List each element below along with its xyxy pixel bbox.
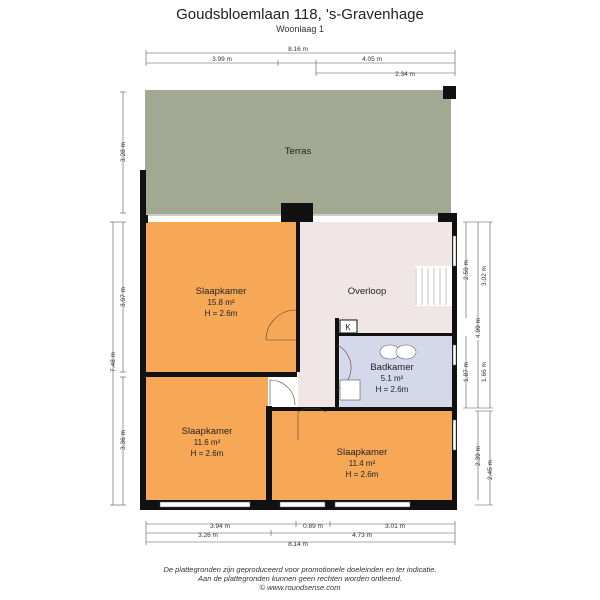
slaapkamer-2-area-text: 11.6 m² — [193, 438, 221, 447]
disclaimer-line-1: De plattegronden zijn geproduceerd voor promotionele doeleinden en ter indicatie. — [163, 565, 437, 574]
slaapkamer-1-area-text: 15.8 m² — [207, 298, 235, 307]
dim-bottom-1b: 0.89 m — [303, 523, 323, 530]
badkamer-height: H = 2.6m — [375, 385, 409, 394]
dim-left-upper: 3.97 m — [120, 287, 127, 307]
badkamer-label: Badkamer — [370, 362, 414, 373]
slaapkamer-1-area — [146, 222, 297, 372]
dim-top-total: 8.16 m — [288, 46, 308, 53]
terras-label: Terras — [284, 146, 312, 157]
slaapkamer-2-label: Slaapkamer — [181, 426, 233, 437]
dim-bottom-1c: 3.01 m — [385, 523, 405, 530]
dim-right-d: 1.87 m — [463, 362, 470, 382]
floor-label: Woonlaag 1 — [276, 24, 324, 34]
badkamer-area-text: 5.1 m² — [380, 374, 404, 383]
slaapkamer-1-label: Slaapkamer — [195, 286, 247, 297]
dim-left-total: 7.48 m — [110, 352, 117, 372]
dim-right-c: 4.99 m — [475, 318, 482, 338]
plan-title: Goudsbloemlaan 118, 's-Gravenhage — [176, 6, 424, 23]
dim-bottom-1a: 3.94 m — [210, 523, 230, 530]
stair-area — [415, 266, 452, 306]
overloop-label: Overloop — [347, 286, 387, 297]
dim-bottom-2b: 4.73 m — [352, 532, 372, 539]
slaapkamer-3-label: Slaapkamer — [336, 447, 388, 458]
slaapkamer-1-height: H = 2.6m — [204, 309, 238, 318]
dim-right-g: 2.45 m — [487, 460, 494, 480]
disclaimer-line-2: Aan de plattegronden kunnen geen rechten worden ontleend. — [198, 574, 402, 583]
kast-label: K — [345, 323, 351, 332]
slaapkamer-3-height: H = 2.6m — [345, 470, 379, 479]
dim-left-terras: 3.28 m — [120, 142, 127, 162]
dim-bottom-2a: 3.26 m — [198, 532, 218, 539]
copyright: © www.roundsense.com — [259, 583, 341, 592]
dim-right-f: 2.39 m — [475, 446, 482, 466]
dim-top-right-inner: 2.34 m — [395, 71, 415, 78]
dim-right-e: 1.66 m — [481, 362, 488, 382]
dim-top-left: 3.99 m — [212, 56, 232, 63]
dim-right-b: 3.02 m — [481, 266, 488, 286]
dim-top-right: 4.05 m — [362, 56, 382, 63]
slaapkamer-2-height: H = 2.6m — [190, 449, 224, 458]
dim-bottom-total: 8.14 m — [288, 541, 308, 548]
dim-right-a: 2.59 m — [463, 260, 470, 280]
slaapkamer-3-area-text: 11.4 m² — [348, 459, 376, 468]
dim-left-lower: 3.36 m — [120, 430, 127, 450]
